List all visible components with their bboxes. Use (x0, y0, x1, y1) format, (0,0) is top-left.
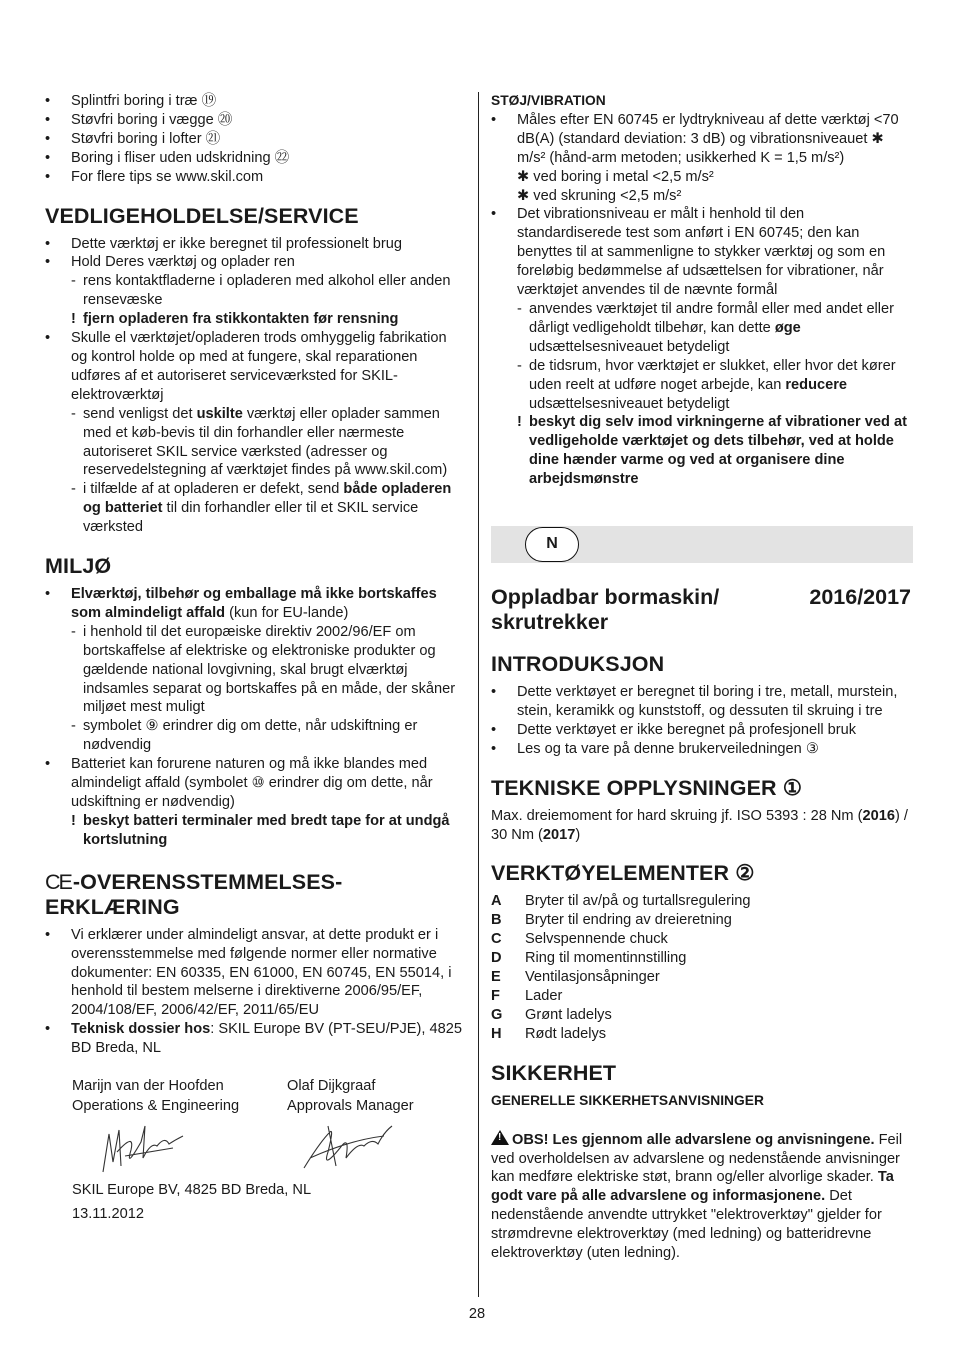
list-item: • Splintfri boring i træ ⑲ (45, 92, 465, 111)
vedligeholdelse-list-2 (45, 329, 465, 405)
text-run: Det nedenstående anvendte uttrykket "elektroverktøy" gjelder for strømdrevne elektroverktøy (med ledning) og batteridrevne elektroverktøy (uten ledning). (491, 1188, 882, 1262)
list-item-text: ✱ ved boring i metal <2,5 m/s² (517, 168, 714, 185)
list-item: • Dette verktøyet er beregnet til boring i tre, metall, murstein, stein, keramikk og kunststoff, og dessuten til skruing i tre (491, 683, 911, 721)
element-row (491, 892, 911, 911)
element-row (491, 949, 911, 968)
list-item: • Skulle el værktøjet/opladeren trods omhyggelig fabrikation og kontrol holde op med at fungere, skal reparationen udføres af et autoriseret serviceværksted for SKIL-elektroværktøj (45, 329, 465, 405)
safety-paragraph (491, 1130, 911, 1263)
element-value: Ring til momentinnstilling (525, 950, 687, 967)
heading-overensstemmelse (45, 870, 465, 920)
product-title: Oppladbar bormaskin/ skrutrekker (491, 585, 720, 635)
text-run: værktøj eller oplader sammen med et køb-bevis til din forhandler eller nærmeste autoriseret SKIL service værksted (adresser og reservedelstegning af værktøjet findes på www.skil.com) (83, 405, 448, 479)
subheading-sikkerhet: GENERELLE SIKKERHETSANVISNINGER (491, 1092, 764, 1108)
element-key: A (491, 893, 502, 910)
element-value: Grønt ladelys (525, 1006, 612, 1023)
heading-introduksjon: INTRODUKSJON (491, 652, 665, 677)
heading-vedligeholdelse: VEDLIGEHOLDELSE/SERVICE (45, 203, 359, 228)
signature-date: 13.11.2012 (72, 1206, 144, 1223)
text-run: udsættelsesniveauet betydeligt (529, 395, 730, 412)
subheading-stoj: STØJ/VIBRATION (491, 93, 606, 108)
heading-sikkerhet: SIKKERHET (491, 1060, 617, 1085)
language-bar (491, 526, 913, 563)
element-key: B (491, 912, 502, 929)
list-item (45, 585, 465, 623)
bold-run: 2017 (542, 826, 576, 843)
bold-run: Teknisk dossier hos (71, 1021, 211, 1038)
company-address: SKIL Europe BV, 4825 BD Breda, NL (72, 1182, 312, 1199)
list-item: • Boring i fliser uden udskridning ㉒ (45, 149, 465, 168)
bold-run: Ta godt vare på alle advarslene og informasjonene. (491, 1169, 894, 1205)
list-item: • Dette verktøyet er ikke beregnet på profesjonell bruk (491, 721, 911, 740)
warning-triangle-icon (491, 1130, 509, 1145)
signatory-title: Approvals Manager (287, 1098, 414, 1115)
element-value: Selvspennende chuck (525, 931, 668, 948)
column-divider (478, 92, 479, 1297)
text-run: ) / 30 Nm ( (491, 807, 908, 843)
bold-run: OBS! Les gjennom alle advarslene og anvisningene. (512, 1131, 875, 1148)
element-value: Bryter til endring av dreieretning (525, 912, 732, 929)
heading-miljo: MILJØ (45, 554, 112, 579)
signature-left-image (95, 1122, 185, 1178)
list-item: • Det vibrationsniveau er målt i henhold til den standardiserede test som anført i EN 60745; den kan benyttes til at sammenligne to stykker værktøj og som en foreløbig bedømmelse af udsættelsen for vibrationer, når værktøjet anvendes til de nævnte formål (491, 205, 911, 300)
element-value: Rødt ladelys (525, 1025, 607, 1042)
list-item-text: ✱ ved skruning <2,5 m/s² (517, 187, 682, 204)
elements-list (491, 892, 911, 1043)
product-title-row (491, 585, 911, 635)
element-value: Lader (525, 988, 563, 1004)
dash-item: - rens kontaktfladerne i opladeren med alkohol eller anden rensevæske (45, 272, 465, 310)
element-row (491, 987, 911, 1006)
dash-item (45, 405, 465, 481)
signatory-left (72, 1076, 239, 1116)
element-value: Ventilasjonsåpninger (525, 969, 660, 986)
list-item (491, 111, 911, 206)
signature-right-image (300, 1122, 400, 1172)
intro-list (491, 683, 911, 759)
warning-item: ! beskyt batteri terminaler med bredt tape for at undgå kortslutning (45, 812, 465, 850)
warning-item: ! fjern opladeren fra stikkontakten før rensning (45, 310, 465, 329)
element-key: F (491, 988, 500, 1004)
text-run: de tidsrum, hvor værktøjet er slukket, eller hvor det kører uden reelt at udføre noget arbejde, kan (529, 357, 896, 393)
right-column (491, 92, 911, 1263)
element-row (491, 930, 911, 949)
list-item: • Batteriet kan forurene naturen og må ikke blandes med almindeligt affald (symbolet ⑩ erindrer dig om dette, når udskiftning er nødvendig) (45, 755, 465, 812)
element-row (491, 911, 911, 930)
signatory-right (287, 1076, 414, 1116)
element-key: H (491, 1025, 502, 1042)
list-item: • Støvfri boring i vægge ⑳ (45, 111, 465, 130)
list-item: • Vi erklærer under almindeligt ansvar, at dette produkt er i overensstemmelse med følgende normer eller normative dokumenter: EN 60335, EN 61000, EN 60745, EN 55014, i henhold til bestem melserne i direktiverne 2006/95/EF, 2004/108/EF, 2006/42/EF, 2011/65/EU (45, 926, 465, 1021)
list-item: • Les og ta vare på denne brukerveiledningen ③ (491, 740, 911, 759)
ce-mark-icon: CE (45, 869, 71, 894)
stoj-list (491, 111, 911, 300)
heading-line: ERKLÆRING (45, 894, 180, 919)
warning-item: ! beskyt dig selv imod virkningerne af vibrationer ved at vedligeholde værktøjet og dets tilbehør, ved at holde dine hænder varme og ved at organisere dine arbejdsmønstre (491, 413, 911, 489)
list-item (45, 1020, 465, 1058)
text-run: Max. dreiemoment for hard skruing jf. ISO 5393 : 28 Nm ( (491, 807, 863, 824)
dash-item: - symbolet ⑨ erindrer dig om dette, når udskiftning er nødvendig (45, 717, 465, 755)
left-column (45, 92, 465, 1226)
element-key: G (491, 1006, 503, 1023)
bold-run: 2016 (862, 807, 895, 824)
list-item-text: • Måles efter EN 60745 er lydtrykniveau af dette værktøj <70 dB(A) (standard deviation: 3 dB) og vibrationsniveauet ✱ m/s² (hånd-arm metoden; usikkerhed K = 1,5 m/s²) (517, 111, 899, 166)
signature-block (45, 1076, 465, 1226)
text-run: i tilfælde af at opladeren er defekt, send (83, 481, 344, 498)
miljo-list (45, 585, 465, 623)
element-key: E (491, 969, 501, 986)
vedligeholdelse-list (45, 235, 465, 273)
dash-item (491, 357, 911, 414)
list-item: • For flere tips se www.skil.com (45, 168, 465, 187)
signatory-name: Olaf Dijkgraaf (287, 1078, 376, 1095)
text-run: (kun for EU-lande) (225, 604, 349, 621)
text-run: til din forhandler eller til et SKIL service værksted (83, 500, 419, 536)
list-item-text: Hold Deres værktøj og oplader ren (71, 254, 295, 271)
text-run: Feil ved overholdelsen av advarslene og nedenstående anvisninger kan medføre elektriske støt, brann og/eller alvorlige skader. (491, 1131, 903, 1186)
heading-tekniske: TEKNISKE OPPLYSNINGER ① (491, 775, 803, 800)
element-row (491, 1025, 911, 1044)
bold-run: både opladeren og batteriet (83, 481, 452, 517)
bold-run: Elværktøj, tilbehør og emballage må ikke bortskaffes som almindeligt affald (71, 586, 437, 621)
dash-item (491, 300, 911, 357)
heading-line: -OVERENSSTEMMELSES- (72, 869, 343, 894)
tips-list (45, 92, 465, 187)
list-item: • Støvfri boring i lofter ㉑ (45, 130, 465, 149)
element-row (491, 1006, 911, 1025)
element-key: C (491, 931, 502, 948)
text-run: udsættelsesniveauet betydeligt (529, 338, 730, 355)
overens-list (45, 926, 465, 1058)
heading-verktoyelementer: VERKTØYELEMENTER ② (491, 861, 755, 886)
bold-run: uskilte (196, 405, 243, 422)
language-badge: N (525, 527, 579, 562)
product-models: 2016/2017 (809, 585, 911, 610)
bold-run: reducere (785, 376, 848, 393)
text-run: ) (575, 826, 581, 843)
bold-run: øge (774, 319, 801, 336)
text-run: : SKIL Europe BV (PT-SEU/PJE), 4825 BD Breda, NL (71, 1021, 462, 1057)
text-run: send venligst det (83, 405, 197, 422)
element-value: Bryter til av/på og turtallsregulering (525, 893, 751, 910)
page-number: 28 (468, 1306, 486, 1322)
dash-item: - i henhold til det europæiske direktiv 2002/96/EF om bortskaffelse af elektriske og elektroniske produkter og gældende national lovgivning, skal brugt elværktøj indsamles separat og bortskaffes på en måde, der skåner miljøet mest muligt (45, 623, 465, 718)
miljo-list-2 (45, 755, 465, 812)
list-item (45, 253, 465, 272)
element-row (491, 968, 911, 987)
signatory-title: Operations & Engineering (72, 1098, 240, 1115)
technical-paragraph (491, 807, 911, 845)
list-item: • Dette værktøj er ikke beregnet til professionelt brug (45, 235, 465, 254)
signatory-name: Marijn van der Hoofden (72, 1078, 224, 1095)
text-run: anvendes værktøjet til andre formål eller med andet eller dårligt vedligeholdt tilbehør, kan dette (529, 300, 895, 336)
dash-item (45, 480, 465, 537)
element-key: D (491, 950, 502, 967)
